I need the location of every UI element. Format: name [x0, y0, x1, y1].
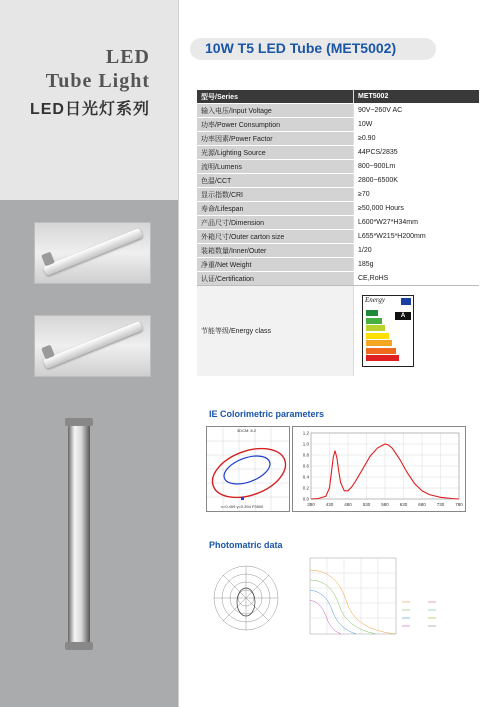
x-tick-label: 730 — [436, 502, 445, 507]
page-title: 10W T5 LED Tube (MET5002) — [205, 40, 397, 56]
row-value: L655*W215*H200mm — [354, 230, 480, 244]
row-value: 800~900Lm — [354, 160, 480, 174]
table-row — [197, 202, 479, 216]
energy-class-badge: A — [395, 312, 411, 320]
table-row — [197, 146, 479, 160]
energy-logo-text: Energy — [365, 296, 385, 304]
y-tick-label: 0.6 — [302, 463, 309, 469]
energy-bar — [366, 325, 385, 331]
row-label: 光源/Lighting Source — [197, 146, 354, 160]
y-tick-label: 1.2 — [302, 430, 309, 436]
row-value: L600*W27*H34mm — [354, 216, 480, 230]
spec-table — [197, 90, 479, 377]
row-label: 寿命/Lifespan — [197, 202, 354, 216]
table-row — [197, 104, 479, 118]
brand-line-1: LED — [105, 46, 150, 68]
row-value: 10W — [354, 118, 480, 132]
x-tick-label: 680 — [418, 502, 426, 507]
row-value: 185g — [354, 258, 480, 272]
row-value: 2800~6500K — [354, 174, 480, 188]
x-tick-label: 430 — [325, 502, 334, 507]
brand-line-2: Tube Light — [45, 70, 150, 92]
row-value: CE,RoHS — [354, 272, 480, 286]
energy-row — [197, 286, 479, 377]
cie-bottom-label: x=0.409 y=0.394 F3500 — [221, 504, 264, 509]
row-value: ≥50,000 Hours — [354, 202, 480, 216]
isolux-legend — [402, 602, 436, 626]
section-colorimetric: IE Colorimetric parameters — [209, 409, 325, 419]
row-label: 流明/Lumens — [197, 160, 354, 174]
table-row — [197, 258, 479, 272]
row-value: ≥70 — [354, 188, 480, 202]
x-tick-label: 380 — [307, 502, 315, 507]
table-row — [197, 216, 479, 230]
brand-line-3: LED日光灯系列 — [29, 101, 150, 118]
tube-image — [43, 321, 143, 369]
row-value: 1/20 — [354, 244, 480, 258]
energy-bar — [366, 348, 396, 354]
x-tick-label: 530 — [362, 502, 371, 507]
energy-bar — [366, 310, 378, 316]
row-label: 装箱数量/Inner/Outer — [197, 244, 354, 258]
product-photo-1 — [34, 222, 151, 284]
row-label: 显示指数/CRI — [197, 188, 354, 202]
row-label: 输入电压/Input Voltage — [197, 104, 354, 118]
table-row — [197, 230, 479, 244]
isolux-diagram — [310, 558, 396, 634]
cie-ellipse-blue — [220, 451, 273, 490]
energy-bar — [366, 355, 399, 361]
y-tick-label: 0.8 — [302, 452, 309, 458]
row-label: 色温/CCT — [197, 174, 354, 188]
photometric-charts — [206, 550, 466, 645]
row-value: 90V~260V AC — [354, 104, 480, 118]
energy-label: 节能等级/Energy class — [197, 286, 354, 377]
tube-image — [43, 228, 143, 276]
table-row — [197, 272, 479, 286]
polar-diagram — [214, 566, 278, 630]
table-row — [197, 244, 479, 258]
table-row — [197, 132, 479, 146]
eu-flag-icon — [401, 298, 411, 305]
x-tick-label: 630 — [399, 502, 408, 507]
divider — [178, 0, 179, 707]
row-label: 净重/Net Weight — [197, 258, 354, 272]
table-row — [197, 188, 479, 202]
cie-top-label: 3DCM: 8.2 — [237, 428, 257, 433]
row-value: 44PCS/2835 — [354, 146, 480, 160]
x-tick-label: 780 — [455, 502, 463, 507]
table-header-label: 型号/Series — [197, 90, 354, 104]
product-side-view — [68, 424, 90, 644]
product-photo-2 — [34, 315, 151, 377]
row-label: 认证/Certification — [197, 272, 354, 286]
energy-bar — [366, 340, 392, 346]
section-photometric: Photomatric data — [209, 540, 283, 550]
table-row — [197, 118, 479, 132]
row-label: 外箱尺寸/Outer carton size — [197, 230, 354, 244]
row-value: ≥0.90 — [354, 132, 480, 146]
cie-ellipse-red — [207, 439, 289, 506]
energy-bar — [366, 318, 382, 324]
x-tick-label: 480 — [344, 502, 352, 507]
row-label: 产品尺寸/Dimension — [197, 216, 354, 230]
table-header-value: MET5002 — [354, 90, 480, 104]
energy-bar — [366, 333, 389, 339]
table-header-row — [197, 90, 479, 104]
y-tick-label: 0.4 — [302, 474, 309, 480]
row-label: 功率/Power Consumption — [197, 118, 354, 132]
y-tick-label: 1.0 — [302, 441, 309, 447]
x-tick-label: 580 — [381, 502, 389, 507]
cie-point — [241, 497, 244, 500]
energy-label-image — [362, 295, 414, 367]
table-row — [197, 174, 479, 188]
y-tick-label: 0.0 — [302, 496, 309, 502]
table-row — [197, 160, 479, 174]
energy-value — [354, 286, 480, 377]
cie-diagram — [206, 426, 290, 512]
spectrum-chart — [292, 426, 466, 512]
y-tick-label: 0.2 — [302, 485, 309, 491]
row-label: 功率因素/Power Factor — [197, 132, 354, 146]
